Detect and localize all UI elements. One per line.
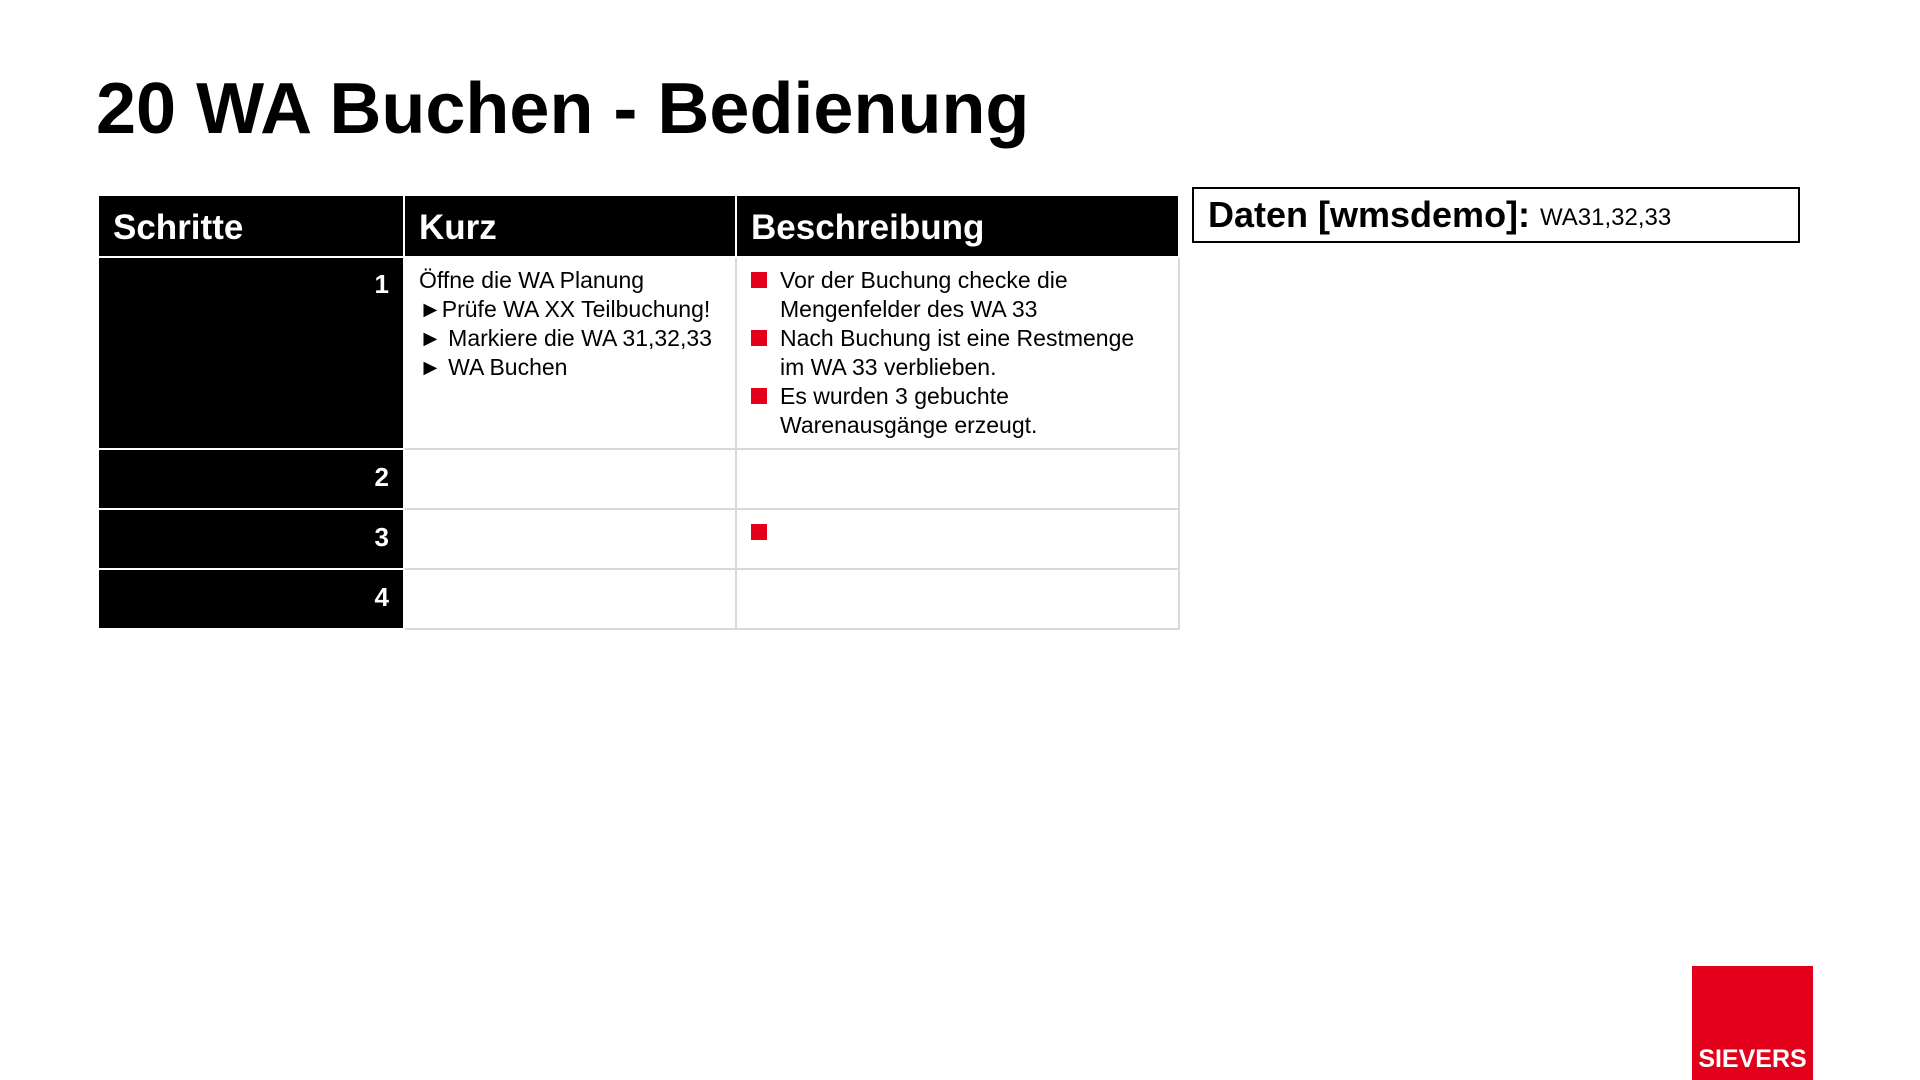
sievers-logo: [1692, 966, 1813, 1080]
list-item: [751, 382, 1164, 440]
step-number: 4: [98, 569, 404, 629]
beschreibung-cell: [736, 449, 1179, 509]
table-row: [98, 569, 1179, 629]
red-square-bullet-icon: [751, 524, 767, 540]
beschreibung-cell: [736, 509, 1179, 569]
step-number: 1: [98, 257, 404, 449]
step-number: 2: [98, 449, 404, 509]
kurz-cell: [404, 509, 736, 569]
list-item-text: Es wurden 3 gebuchte Warenausgänge erzeugt.: [780, 383, 1038, 438]
kurz-cell: [404, 449, 736, 509]
beschreibung-cell: [736, 257, 1179, 449]
daten-label: Daten [wmsdemo]:: [1208, 194, 1531, 235]
beschreibung-list: [751, 266, 1164, 440]
header-beschreibung: Beschreibung: [736, 195, 1179, 257]
page-title: 20 WA Buchen - Bedienung: [96, 69, 1030, 149]
daten-box: [1192, 187, 1800, 243]
list-item: [751, 266, 1164, 324]
logo-text: SIEVERS: [1698, 1045, 1807, 1073]
table-row: [98, 257, 1179, 449]
list-item: [751, 324, 1164, 382]
kurz-text: Öffne die WA Planung ►Prüfe WA XX Teilbuchung! ► Markiere die WA 31,32,33 ► WA Buchen: [419, 267, 712, 380]
step-number: 3: [98, 509, 404, 569]
kurz-cell: [404, 569, 736, 629]
kurz-cell: [404, 257, 736, 449]
table-row: [98, 449, 1179, 509]
list-item-text: Nach Buchung ist eine Restmenge im WA 33 verblieben.: [780, 325, 1135, 380]
red-square-bullet-icon: [751, 388, 767, 404]
header-schritte: Schritte: [98, 195, 404, 257]
red-square-bullet-icon: [751, 272, 767, 288]
steps-table: [97, 194, 1180, 630]
daten-value: WA31,32,33: [1540, 204, 1672, 231]
list-item-text: Vor der Buchung checke die Mengenfelder des WA 33: [780, 267, 1068, 322]
header-kurz: Kurz: [404, 195, 736, 257]
table-row: [98, 509, 1179, 569]
beschreibung-cell: [736, 569, 1179, 629]
red-square-bullet-icon: [751, 330, 767, 346]
table-header-row: [98, 195, 1179, 257]
